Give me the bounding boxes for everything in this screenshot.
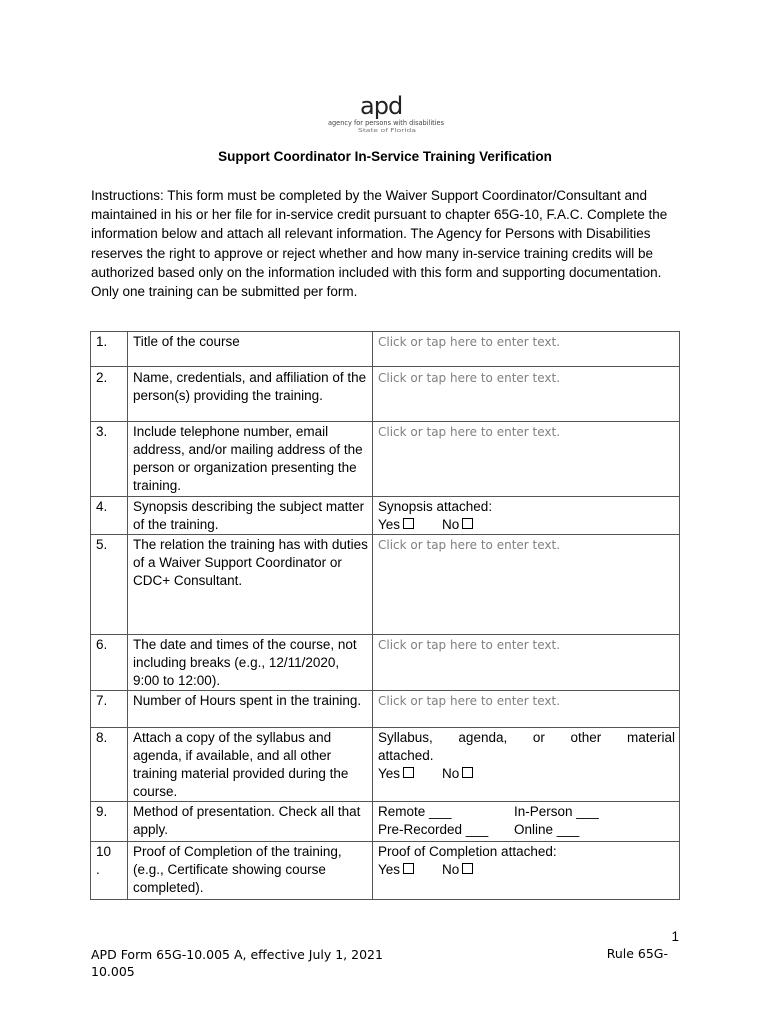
- presentation-method-cell: [373, 802, 680, 842]
- synopsis-cell: [373, 497, 680, 535]
- synopsis-yes-checkbox[interactable]: [403, 518, 414, 529]
- no-label: No: [442, 862, 460, 877]
- yes-label: Yes: [378, 766, 401, 781]
- placeholder-text: Click or tap here to enter text.: [378, 694, 561, 708]
- synopsis-no-checkbox[interactable]: [462, 518, 473, 529]
- footer-rule: Rule 65G-: [606, 946, 668, 961]
- option-remote[interactable]: Remote ___: [378, 804, 452, 819]
- syllabus-yes-no: [378, 765, 675, 783]
- row-number: 2.: [91, 367, 128, 422]
- footer-rule-continuation: 10.005: [91, 964, 135, 979]
- yes-label: Yes: [378, 862, 401, 877]
- footer-form-info: [91, 946, 431, 980]
- placeholder-text: Click or tap here to enter text.: [378, 638, 561, 652]
- row-number: 10 .: [91, 842, 128, 900]
- logo-tagline: agency for persons with disabilities: [328, 119, 444, 127]
- table-row: [91, 691, 680, 728]
- footer-form-name: APD Form 65G-10.005 A, effective July 1, 2021: [91, 947, 383, 962]
- training-form-table: [90, 331, 680, 900]
- row-label: Attach a copy of the syllabus and agenda, if available, and all other training material provided during the course.: [128, 728, 373, 802]
- table-row: [91, 367, 680, 422]
- placeholder-text: Click or tap here to enter text.: [378, 425, 561, 439]
- row-number: 9.: [91, 802, 128, 842]
- row-number: 5.: [91, 535, 128, 635]
- course-date-times-field[interactable]: [373, 635, 680, 691]
- option-online[interactable]: Online ___: [514, 822, 580, 837]
- apd-logo: [328, 92, 444, 134]
- course-title-field[interactable]: [373, 332, 680, 367]
- row-label: Method of presentation. Check all that apply.: [128, 802, 373, 842]
- logo-subline: State of Florida: [358, 128, 416, 134]
- table-row: [91, 332, 680, 367]
- syllabus-cell: [373, 728, 680, 802]
- completion-yes-no: [378, 861, 675, 879]
- option-pre-recorded[interactable]: Pre-Recorded ___: [378, 822, 489, 837]
- form-title: Support Coordinator In-Service Training Verification: [218, 149, 552, 164]
- completion-attached-label: Proof of Completion attached:: [378, 844, 557, 859]
- row-label: Number of Hours spent in the training.: [128, 691, 373, 728]
- no-label: No: [442, 517, 460, 532]
- page-number: 1: [671, 929, 679, 944]
- row-label: The relation the training has with duties of a Waiver Support Coordinator or CDC+ Consultant.: [128, 535, 373, 635]
- table-row: [91, 802, 680, 842]
- table-row: [91, 842, 680, 900]
- presentation-method-options: [378, 803, 675, 839]
- training-relation-field[interactable]: [373, 535, 680, 635]
- no-label: No: [442, 766, 460, 781]
- syllabus-line: Syllabus, agenda, or other material: [378, 730, 675, 745]
- row-number: 6.: [91, 635, 128, 691]
- row-label: Title of the course: [128, 332, 373, 367]
- placeholder-text: Click or tap here to enter text.: [378, 538, 561, 552]
- apd-logo-graphic: [328, 92, 444, 134]
- syllabus-yes-checkbox[interactable]: [403, 767, 414, 778]
- table-row: [91, 497, 680, 535]
- table-row: [91, 535, 680, 635]
- row-number: 8.: [91, 728, 128, 802]
- synopsis-attached-label: Synopsis attached:: [378, 499, 493, 514]
- row-label: The date and times of the course, not including breaks (e.g., 12/11/2020, 9:00 to 12:00).: [128, 635, 373, 691]
- table-row: [91, 635, 680, 691]
- presenter-contact-field[interactable]: [373, 422, 680, 497]
- row-number: 3.: [91, 422, 128, 497]
- option-in-person[interactable]: In-Person ___: [514, 804, 599, 819]
- syllabus-no-checkbox[interactable]: [462, 767, 473, 778]
- hours-spent-field[interactable]: [373, 691, 680, 728]
- placeholder-text: Click or tap here to enter text.: [378, 335, 561, 349]
- row-number: 4.: [91, 497, 128, 535]
- presenter-credentials-field[interactable]: [373, 367, 680, 422]
- row-label: Name, credentials, and affiliation of the person(s) providing the training.: [128, 367, 373, 422]
- row-number: 1.: [91, 332, 128, 367]
- yes-label: Yes: [378, 517, 401, 532]
- table-row: [91, 422, 680, 497]
- row-label: Synopsis describing the subject matter of the training.: [128, 497, 373, 535]
- synopsis-yes-no: [378, 516, 675, 534]
- placeholder-text: Click or tap here to enter text.: [378, 371, 561, 385]
- completion-no-checkbox[interactable]: [462, 863, 473, 874]
- syllabus-attached-label: attached.: [378, 748, 434, 763]
- completion-proof-cell: [373, 842, 680, 900]
- row-label: Include telephone number, email address, and/or mailing address of the person or organization presenting the training.: [128, 422, 373, 497]
- row-number: 7.: [91, 691, 128, 728]
- row-label: Proof of Completion of the training, (e.g., Certificate showing course completed).: [128, 842, 373, 900]
- completion-yes-checkbox[interactable]: [403, 863, 414, 874]
- instructions: Instructions: This form must be completed by the Waiver Support Coordinator/Consultant and maintained in his or her file for in-service credit pursuant to chapter 65G-10, F.A.C. Complete the information below and attach all relevant information. The Agency for Persons with Disabilities reserves the right to approve or reject whether and how many in-service training credits will be authorized based only on the information included with this form and supporting documentation. Only one training can be submitted per form.: [91, 188, 668, 300]
- logo-wordmark: apd: [360, 92, 403, 120]
- table-row: [91, 728, 680, 802]
